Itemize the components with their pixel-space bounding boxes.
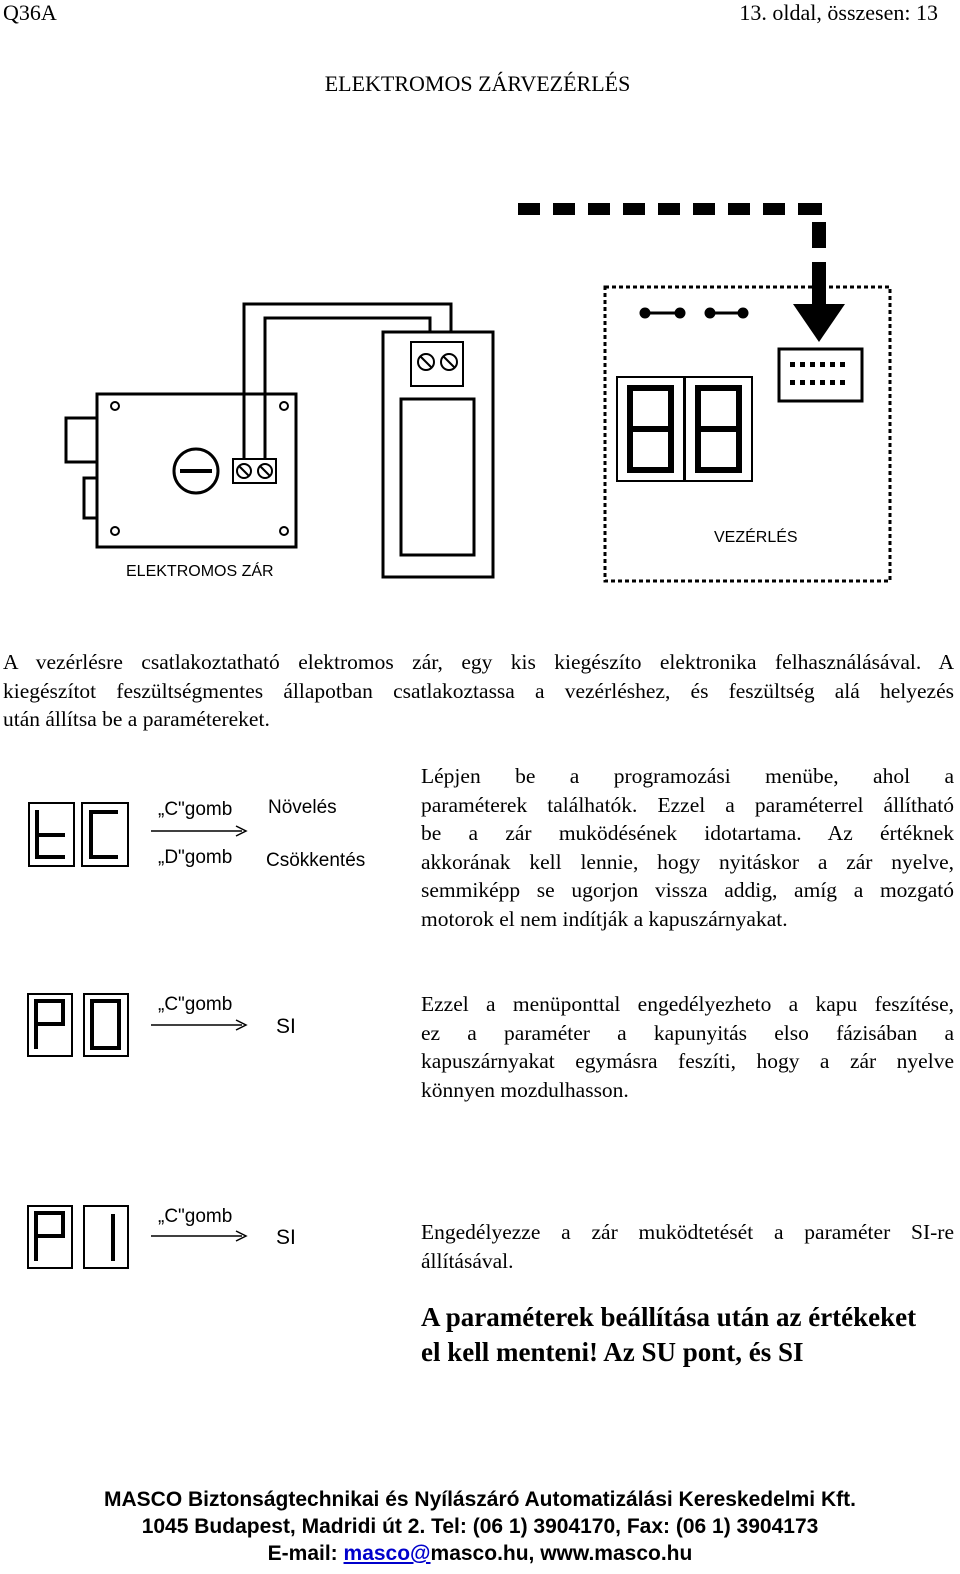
action-increase: Növelés [268, 797, 337, 818]
seven-segment-display [617, 377, 752, 481]
section-text-tc [421, 762, 954, 933]
text-line: állításával. [421, 1248, 514, 1273]
display-tc [28, 802, 138, 868]
arrow-right-icon [150, 1019, 250, 1031]
footer-company: MASCO Biztonságtechnikai és Nyílászáró Automatizálási Kereskedelmi Kft. [104, 1488, 856, 1511]
intro-line: kiegészítot feszültségmentes állapotban csatlakoztassa a vezérléshez, és feszültség alá helyezés [3, 678, 954, 703]
page-title: ELEKTROMOS ZÁRVEZÉRLÉS [324, 71, 631, 96]
page-info: 13. oldal, összesen: 13 [739, 0, 938, 25]
footer-address: 1045 Budapest, Madridi út 2. Tel: (06 1) 3904170, Fax: (06 1) 3904173 [141, 1515, 819, 1538]
text-line: Engedélyezze a zár muködtetését a paraméter SI-re [421, 1220, 954, 1244]
action-si: SI [276, 1226, 296, 1249]
button-d-label: „D"gomb [158, 847, 233, 868]
footer-email-prefix: E-mail: [267, 1542, 344, 1565]
dashed-cable [518, 203, 845, 342]
email-link[interactable]: masco@ [343, 1542, 431, 1565]
footer-email [0, 1540, 960, 1567]
footer-email-rest: masco.hu, www.masco.hu [430, 1542, 693, 1565]
footer [0, 1486, 960, 1567]
text-line: paraméterek találhatók. Ezzel a paraméterrel állítható [421, 792, 954, 817]
save-note-line: el kell menteni! Az SU pont, és SI [421, 1337, 804, 1367]
text-line: akkorának kell lennie, hogy nyitáskor a zár nyelve, [421, 849, 954, 874]
text-line: be a zár muködésének idotartama. Az értéknek [421, 821, 954, 845]
electric-lock [66, 394, 296, 547]
arrow-right-icon [150, 825, 250, 837]
save-note [421, 1300, 960, 1370]
controller-label: VEZÉRLÉS [714, 529, 798, 546]
text-line: könnyen mozdulhasson. [421, 1077, 629, 1102]
action-decrease: Csökkentés [266, 850, 366, 871]
doc-code: Q36A [3, 0, 57, 25]
intro-line: után állítsa be a paramétereket. [3, 707, 270, 731]
text-line: kapuszárnyakat egymásra feszíti, hogy a zár nyelve [421, 1049, 954, 1073]
section-text-p0 [421, 990, 954, 1104]
arrow-right-icon [150, 1230, 250, 1242]
section-text-p1 [421, 1218, 954, 1275]
intro-paragraph [3, 648, 954, 734]
text-line: semmiképp se ugorjon vissza addig, amíg a mozgató [421, 878, 954, 902]
display-p1 [27, 1205, 137, 1271]
button-c-label: „C"gomb [158, 1206, 233, 1227]
text-line: ez a paraméter a kapunyitás elso fázisában a [421, 1020, 954, 1045]
text-line: Ezzel a menüponttal engedélyezheto a kapu feszítése, [421, 992, 954, 1016]
text-line: motorok el nem indítják a kapuszárnyakat. [421, 906, 788, 931]
save-note-line: A paraméterek beállítása után az értékeket [421, 1302, 917, 1332]
intro-line: A vezérlésre csatlakoztatható elektromos zár, egy kis kiegészíto elektronika felhasználásával. A [3, 650, 954, 674]
lock-label: ELEKTROMOS ZÁR [126, 563, 274, 580]
button-c-label: „C"gomb [158, 994, 233, 1015]
button-c-label: „C"gomb [158, 799, 233, 820]
display-p0 [27, 993, 137, 1059]
wiring-diagram [0, 0, 960, 600]
action-si: SI [276, 1015, 296, 1038]
supplementary-module [383, 332, 493, 577]
text-line: Lépjen be a programozási menübe, ahol a [421, 764, 954, 788]
